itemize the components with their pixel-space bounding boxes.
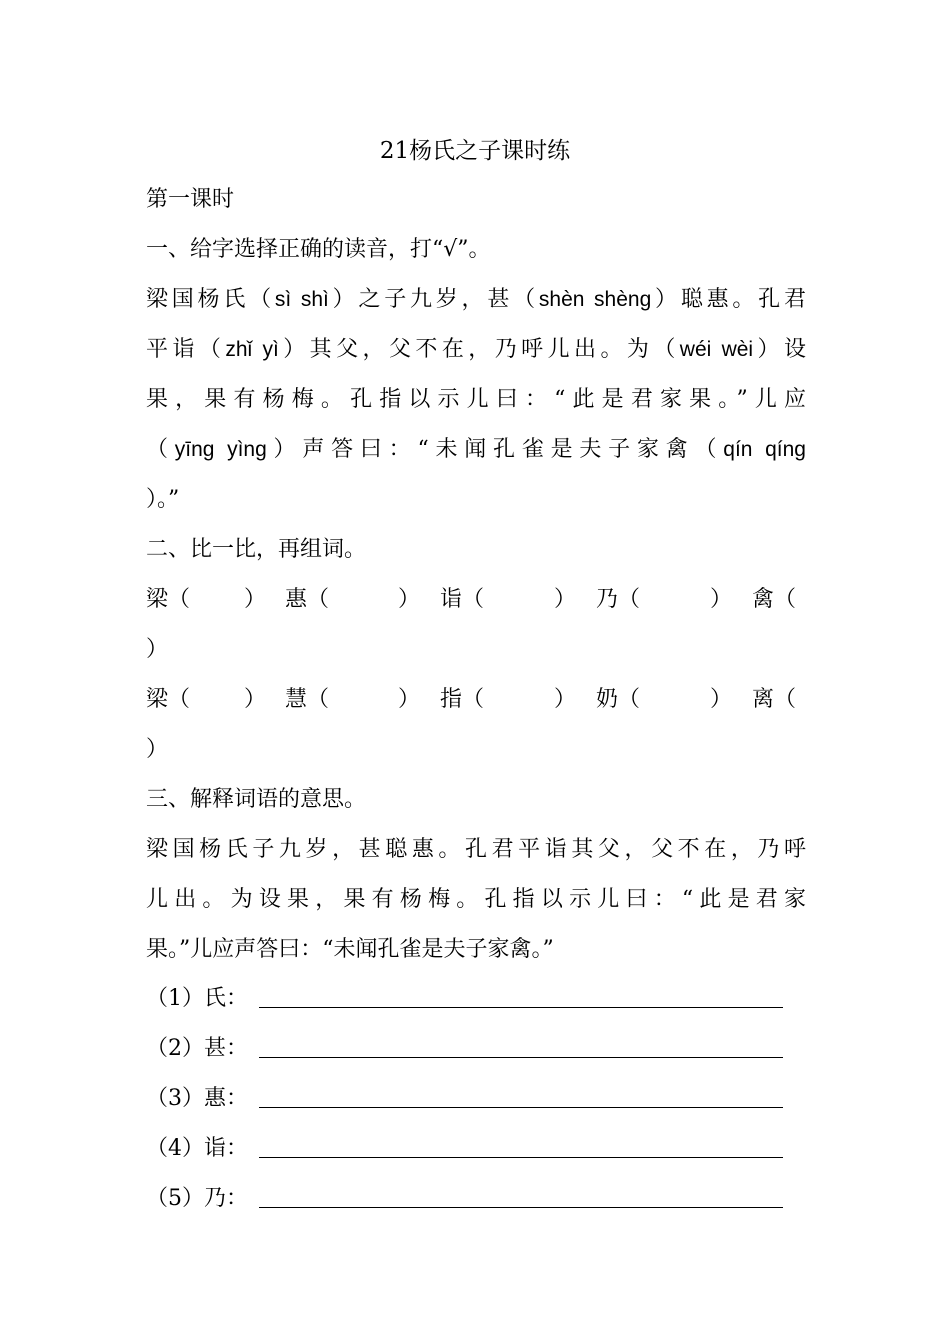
q3-item-label: （3）惠： [146,1086,248,1111]
q1-line-5: ）。” [146,487,180,512]
compare-char: 梁（ [146,687,191,712]
q3-passage-line: 梁国杨氏子九岁，甚聪惠。孔君平诣其父，父不在，乃呼 [146,837,806,862]
pinyin-choice: sì shì [274,288,329,311]
compare-char: 慧（ [285,687,330,712]
answer-line[interactable] [259,1007,783,1008]
compare-row-2: 梁（ ） 慧（ ） 指（ ） 奶（ ） 离（ [146,683,806,717]
lesson-label: 第一课时 [146,187,235,212]
compare-char: 奶（ [596,687,641,712]
compare-char: 禽（ [752,587,797,612]
q3-item-label: （4）诣： [146,1136,248,1161]
pinyin-choice: yīng yìng [174,438,267,461]
q3-item-label: （2）甚： [146,1036,248,1061]
answer-line[interactable] [259,1157,783,1158]
q2-heading: 二、比一比，再组词。 [146,537,367,562]
page-title: 21杨氏之子课时练 [379,138,571,164]
q3-item-label: （5）乃： [146,1186,248,1211]
compare-char: 梁（ [146,587,191,612]
q1-line-2: 平诣（zhǐ yì）其父，父不在，乃呼儿出。为（wéi wèi）设 [146,337,806,362]
q3-item-label: （1）氏： [146,986,248,1011]
compare-char: 离（ [752,687,797,712]
compare-char: 诣（ [440,587,485,612]
compare-char: 乃（ [596,587,641,612]
q1-line-4: （yīng yìng）声答曰：“未闻孔雀是夫子家禽（qín qíng [146,437,806,462]
q3-passage-line: 儿出。为设果，果有杨梅。孔指以示儿曰：“此是君家 [146,887,806,912]
answer-line[interactable] [259,1057,783,1058]
q1-line-1: 梁国杨氏（sì shì）之子九岁，甚（shèn shèng）聪惠。孔君 [146,287,806,312]
pinyin-choice: qín qíng [723,438,806,461]
q3-heading: 三、解释词语的意思。 [146,787,367,812]
pinyin-choice: zhǐ yì [225,338,279,361]
answer-line[interactable] [259,1107,783,1108]
q1-heading: 一、给字选择正确的读音，打“√”。 [146,237,491,262]
compare-row-1-close: ） [146,637,169,662]
compare-row-1: 梁（ ） 惠（ ） 诣（ ） 乃（ ） 禽（ [146,583,806,617]
q3-passage-line: 果。”儿应声答曰：“未闻孔雀是夫子家禽。” [146,937,554,962]
q1-line-3: 果，果有杨梅。孔指以示儿曰：“此是君家果。”儿应 [146,387,806,412]
compare-row-2-close: ） [146,737,169,762]
answer-line[interactable] [259,1207,783,1208]
pinyin-choice: wéi wèi [679,338,754,361]
pinyin-choice: shèn shèng [538,288,652,311]
compare-char: 指（ [440,687,485,712]
compare-char: 惠（ [285,587,330,612]
